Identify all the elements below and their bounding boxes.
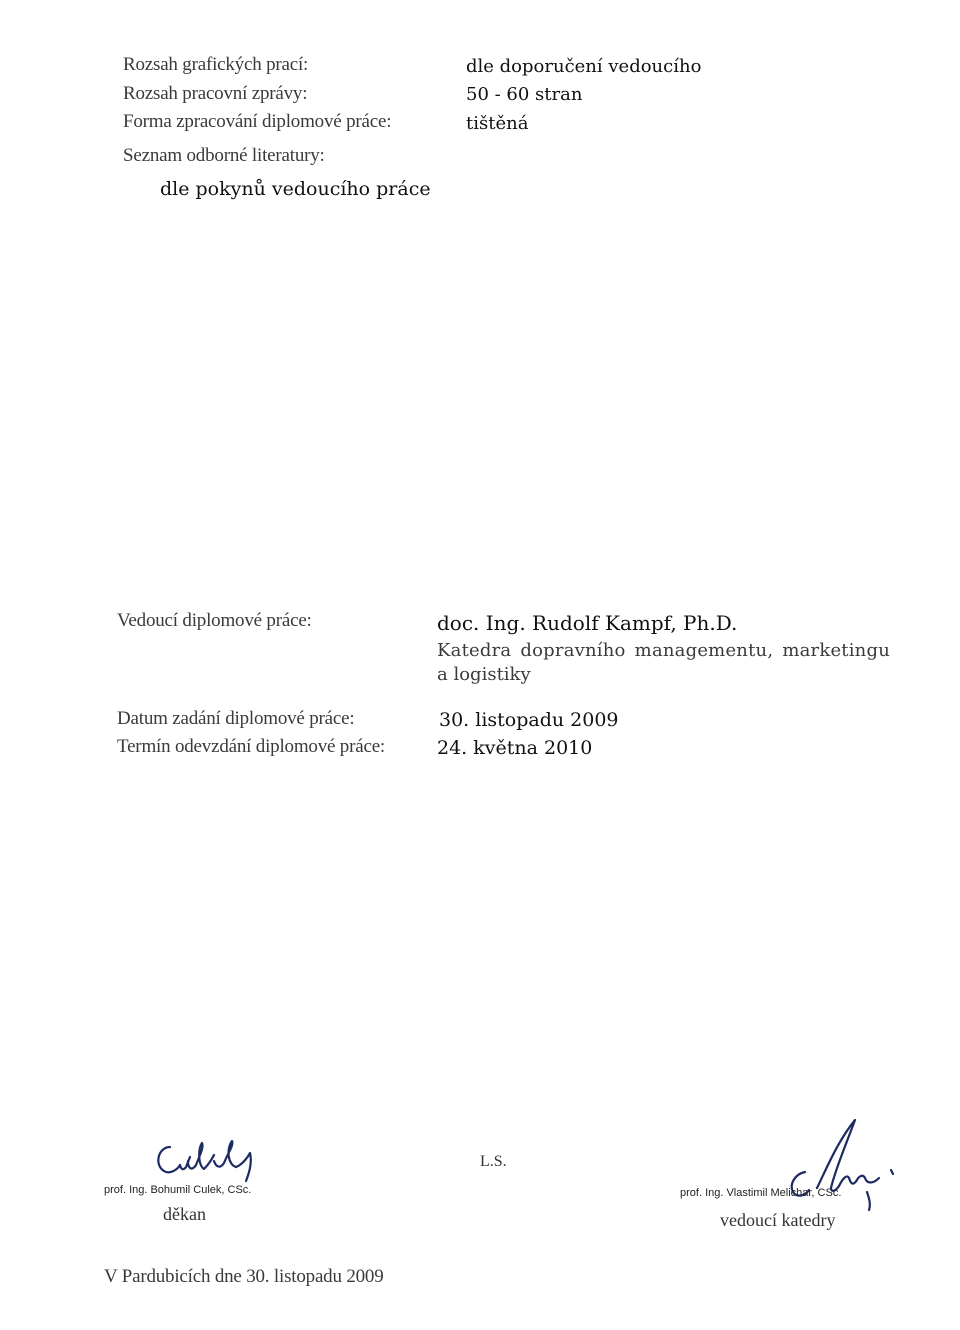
submission-deadline-value: 24. května 2010	[437, 737, 593, 759]
supervisor-label: Vedoucí diplomové práce:	[117, 610, 312, 631]
literature-value: dle pokynů vedoucího práce	[160, 178, 431, 200]
assignment-date-value: 30. listopadu 2009	[439, 709, 619, 731]
seal-mark: L.S.	[480, 1153, 507, 1170]
dean-role: děkan	[163, 1204, 206, 1224]
head-of-department-name: prof. Ing. Vlastimil Melichar, CSc.	[680, 1187, 842, 1199]
head-of-department-role: vedoucí katedry	[720, 1210, 836, 1230]
graphics-scope-value: dle doporučení vedoucího	[466, 56, 702, 77]
report-scope-label: Rozsah pracovní zprávy:	[123, 83, 308, 104]
assignment-date-label: Datum zadání diplomové práce:	[117, 708, 355, 729]
supervisor-name: doc. Ing. Rudolf Kampf, Ph.D.	[437, 611, 738, 635]
supervisor-department-line2: a logistiky	[437, 664, 531, 685]
supervisor-department-line1: Katedra dopravního managementu, marketingu	[437, 640, 890, 661]
place-and-date: V Pardubicích dne 30. listopadu 2009	[104, 1266, 384, 1287]
report-scope-value: 50 - 60 stran	[466, 84, 583, 105]
thesis-form-value: tištěná	[466, 113, 529, 134]
dean-signature	[150, 1135, 270, 1185]
submission-deadline-label: Termín odevzdání diplomové práce:	[117, 736, 386, 757]
literature-label: Seznam odborné literatury:	[123, 145, 325, 166]
dean-name: prof. Ing. Bohumil Culek, CSc.	[104, 1184, 252, 1196]
graphics-scope-label: Rozsah grafických prací:	[123, 54, 309, 75]
thesis-form-label: Forma zpracování diplomové práce:	[123, 111, 392, 132]
